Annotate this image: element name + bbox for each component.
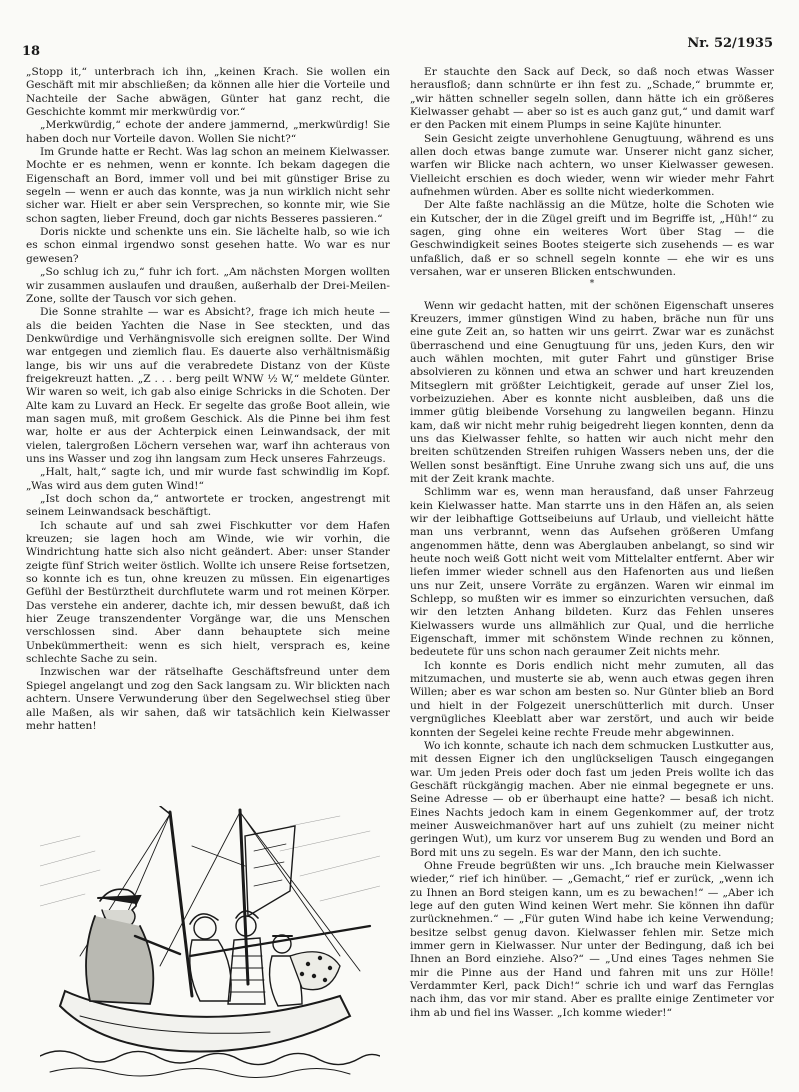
paragraph: Schlimm war es, wenn man herausfand, daß unser Fahrzeug kein Kielwasser hatte. Man starrte uns in den Häfen an, als seien wir der leibhaftige Gottseibeiuns auf Urlaub, und vielleicht hätte man uns verbrannt, wenn das Aufsehen größeren Umfang angenommen hätte, denn was Aberglauben anbelangt, so sind wir heute noch weiß Gott nicht weit vom Mittelalter entfernt. Aber wir liefen immer wieder schnell aus den Hafenorten aus und ließen uns nur Zeit, unsere Vorräte zu ergänzen. Waren wir einmal im Schlepp, so mußten wir es immer so einzurichten versuchen, daß wir den letzten Anhang bildeten. Kurz das Fehlen unseres Kielwassers wurde uns allmählich zur Qual, und die herrliche Eigenschaft, immer mit schönstem Winde rechnen zu können, bedeutete für uns schon nach geraumer Zeit nichts mehr. <box>410 486 774 659</box>
sailboat-illustration <box>40 806 380 1082</box>
paragraph: Ohne Freude begrüßten wir uns. „Ich brauche mein Kielwasser wieder,“ rief ich hinüber. — „Gemacht,“ rief er zurück, „wenn ich zu Ihnen an Bord steigen kann, um es zu bewachen!“ — „Aber ich lege auf den guten Wind keinen Wert mehr. Sie können ihn dafür zurücknehmen.“ — „Für guten Wind habe ich keine Verwendung; besitze selbst genug davon. Kielwasser fehlen mir. Setze mich immer gern in Kielwasser. Nur unter der Bedingung, daß ich bei Ihnen an Bord einziehe. Also?“ — „Und eines Tages nehmen Sie mir die Pinne aus der Hand und fahren mit uns zur Hölle! Verdammter Kerl, pack Dich!“ schrie ich und warf das Fernglas nach ihm, das vor mir stand. Aber es prallte einige Zentimeter vor ihm ab und fiel ins Wasser. „Ich komme wieder!“ <box>410 859 774 1019</box>
paragraph: „Merkwürdig,“ echote der andere jammernd, „merkwürdig! Sie haben doch nur Vorteile davon. Wollen Sie nicht?“ <box>26 119 390 145</box>
paragraph: „So schlug ich zu,“ fuhr ich fort. „Am nächsten Morgen wollten wir zusammen auslaufen und draußen, außerhalb der Drei-Meilen-Zone, sollte der Tausch vor sich gehen. <box>26 266 390 305</box>
paragraph: Sein Gesicht zeigte unverhohlene Genugtuung, während es uns allen doch etwas bange zumute war. Unserer nicht ganz sicher, warfen wir Blicke nach achtern, wo unser Kielwasser gewesen. Vielleicht erschien es doch wieder, wenn wir wieder mehr Fahrt aufnehmen würden. Aber es sollte nicht wiederkommen. <box>410 132 774 199</box>
page-number: 18 <box>22 44 41 59</box>
paragraph: Im Grunde hatte er Recht. Was lag schon an meinem Kielwasser. Mochte er es nehmen, wenn er konnte. Ich bekam dagegen die Eigenschaft an Bord, immer voll und bei mit günstiger Brise zu segeln — wenn er auch das konnte, was ja nun wirklich nicht sehr sicher war. Hielt er aber sein Versprechen, so konnte mir, wie Sie schon sagten, lieber Freund, doch gar nichts Besseres passieren.“ <box>26 146 390 225</box>
paragraph: Wenn wir gedacht hatten, mit der schönen Eigenschaft unseres Kreuzers, immer günstigen Wind zu haben, bräche nun für uns eine gute Zeit an, so hatten wir uns geirrt. Zwar war es zunächst überraschend und eine Genugtuung für uns, jeden Kurs, den wir auch wählen mochten, mit guter Fahrt und günstiger Brise absolvieren zu können und etwa an schwer und hart kreuzenden Mitseglern mit größter Leichtigkeit, gerade auf unser Ziel los, vorbeizuziehen. Aber es konnte nicht ausbleiben, daß uns die immer gütig bleibende Vorsehung zu langweilen begann. Hinzu kam, daß wir nicht mehr ruhig beigedreht liegen konnten, denn da uns das Kielwasser fehlte, so hatten wir auch nicht mehr den breiten schützenden Streifen ruhigen Wassers neben uns, der die Wellen sonst besänftigt. Eine Unruhe zwang sich uns auf, die uns mit der Zeit krank machte. <box>410 299 774 485</box>
paragraph: Ich schaute auf und sah zwei Fischkutter vor dem Hafen kreuzen; sie lagen hoch am Winde, wie wir vorhin, die Windrichtung hatte sich also nicht geändert. Aber: unser Stander zeigte fünf Strich weiter östlich. Wollte ich unsere Reise fortsetzen, so konnte ich es tun, ohne kreuzen zu müssen. Ein eigenartiges Gefühl der Bestürztheit durchflutete warm und rot meinen Körper. Das verstehe ein anderer, dachte ich, mir dessen bewußt, daß ich hier Zeuge transzendenter Vorgänge war, die uns Menschen verschlossen sind. Aber dann behauptete sich meine Unbekümmertheit: wenn es sich hielt, versprach es, keine schlechte Sache zu sein. <box>26 519 390 666</box>
paragraph: „Stopp it,“ unterbrach ich ihn, „keinen Krach. Sie wollen ein Geschäft mit mir abschließen; da können alle hier die Vorteile und Nachteile der Sache abwägen, Günter hat ganz recht, die Geschichte kommt mir merkwürdig vor.“ <box>26 66 390 119</box>
paragraph: Die Sonne strahlte — war es Absicht?, frage ich mich heute — als die beiden Yachten die Nase in See steckten, und das Denkwürdige und Verhängnisvolle sich ereignen sollte. Der Wind war entgegen und ziemlich flau. Es dauerte also verhältnismäßig lange, bis wir uns auf die verabredete Distanz von der Küste freigekreuzt hatten. „Z . . . berg peilt WNW ½ W,“ meldete Günter. Wir waren so weit, ich gab also einige Schricks in die Schoten. Der Alte kam zu Luvard an Heck. Er segelte das große Boot allein, wie man sagen muß, mit großem Geschick. Als die Pinne bei ihm fest war, holte er aus der Achterpick einen Leinwandsack, der mit vielen, talergroßen Löchern versehen war, warf ihn achteraus von uns ins Wasser und zog ihn langsam zum Heck unseres Fahrzeugs. <box>26 306 390 465</box>
section-break-asterisk: * <box>589 278 595 289</box>
paragraph: Der Alte faßte nachlässig an die Mütze, holte die Schoten wie ein Kutscher, der in die Zügel greift und im Begriffe ist, „Hüh!“ zu sagen, ging ohne ein weiteres Wort über Stag — die Geschwindigkeit seines Bootes steigerte sich zusehends — es war unfaßlich, daß er so schnell segeln konnte — ehe wir es uns versahen, war er unseren Blicken entschwunden. <box>410 199 774 279</box>
paragraph: „Ist doch schon da,“ antwortete er trocken, angestrengt mit seinem Leinwandsack beschäftigt. <box>26 493 390 519</box>
right-column <box>410 66 774 1020</box>
paragraph: Wo ich konnte, schaute ich nach dem schmucken Lustkutter aus, mit dessen Eigner ich den unglückseligen Tausch eingegangen war. Um jeden Preis oder doch fast um jeden Preis wollte ich das Geschäft rückgängig machen. Aber nie einmal begegnete er uns. Seine Adresse — ob er überhaupt eine hatte? — besaß ich nicht. Eines Nachts jedoch kam in einem Gegenkommer auf, der trotz meiner Ausweichmanöver hart auf uns zuhielt (zu meiner nicht geringen Wut), um kurz vor unserem Bug zu wenden und Bord an Bord mit uns zu segeln. Es war der Mann, den ich suchte. <box>410 739 774 859</box>
paragraph: Ich konnte es Doris endlich nicht mehr zumuten, all das mitzumachen, und musterte sie ab, wenn auch etwas gegen ihren Willen; aber es war schon am besten so. Nur Günter blieb an Bord und hielt in der Folgezeit unerschütterlich mit durch. Unser vergnügliches Kleeblatt aber war zerstört, und auch wir beide konnten der Segelei keine rechte Freude mehr abgewinnen. <box>410 659 774 739</box>
paragraph: Inzwischen war der rätselhafte Geschäftsfreund unter dem Spiegel angelangt und zog den Sack langsam zu. Wir blickten nach achtern. Unsere Verwunderung über den Segelwechsel stieg über alle Maßen, als wir sahen, daß wir tatsächlich kein Kielwasser mehr hatten! <box>26 666 390 732</box>
issue-number: Nr. 52/1935 <box>687 36 773 51</box>
paragraph: „Halt, halt,“ sagte ich, und mir wurde fast schwindlig im Kopf. „Was wird aus dem guten Wind!“ <box>26 466 390 492</box>
paragraph: Er stauchte den Sack auf Deck, so daß noch etwas Wasser herausfloß; dann schnürte er ihn fest zu. „Schade,“ brummte er, „wir hätten schneller segeln sollen, dann hätte ich ein größeres Kielwasser gehabt — aber so ist es auch ganz gut,“ und damit warf er den Packen mit einem Plumps in seine Kajüte hinunter. <box>410 66 774 132</box>
paragraph: Doris nickte und schenkte uns ein. Sie lächelte halb, so wie ich es schon einmal irgendwo sonst gesehen hatte. Wo war es nur gewesen? <box>26 226 390 265</box>
left-column <box>26 66 390 733</box>
